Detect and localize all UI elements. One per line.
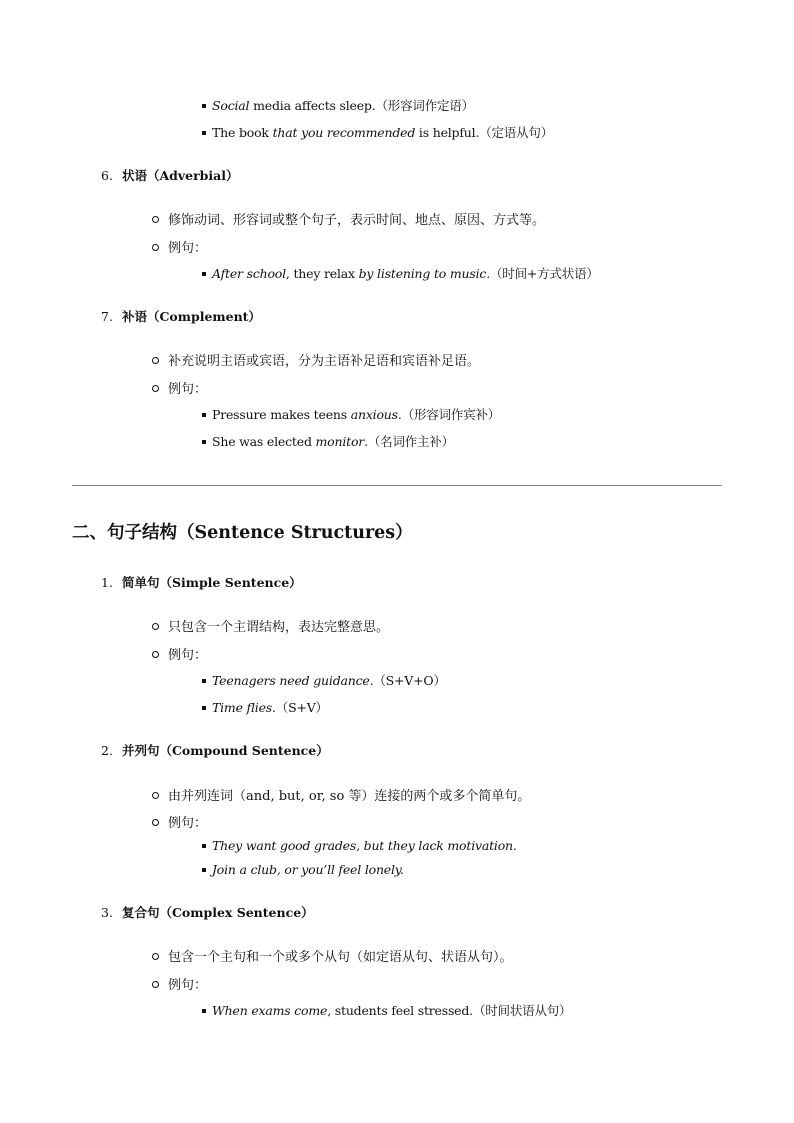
square-bullet-icon bbox=[202, 104, 206, 108]
circle-bullet-icon bbox=[152, 244, 159, 251]
adverbial-heading: 6. 状语（Adverbial） bbox=[101, 168, 239, 183]
square-bullet-icon bbox=[202, 706, 206, 710]
list-item: Social media affects sleep.（形容词作定语） bbox=[202, 96, 474, 114]
list-item: They want good grades, but they lack motivation. bbox=[202, 838, 517, 853]
square-bullet-icon bbox=[202, 844, 206, 848]
square-bullet-icon bbox=[202, 413, 206, 417]
list-item: 例句： bbox=[152, 974, 207, 993]
list-item: 修饰动词、形容词或整个句子，表示时间、地点、原因、方式等。 bbox=[152, 209, 545, 228]
list-item: 例句： bbox=[152, 378, 207, 397]
list-item: Teenagers need guidance.（S+V+O） bbox=[202, 671, 446, 689]
list-item: 补充说明主语或宾语，分为主语补足语和宾语补足语。 bbox=[152, 350, 480, 369]
complex-sentence-heading: 3. 复合句（Complex Sentence） bbox=[101, 905, 314, 920]
list-item: After school, they relax by listening to music.（时间+方式状语） bbox=[202, 264, 599, 282]
simple-sentence-heading: 1. 简单句（Simple Sentence） bbox=[101, 575, 302, 590]
circle-bullet-icon bbox=[152, 216, 159, 223]
list-item: Time flies.（S+V） bbox=[202, 698, 328, 716]
list-item: 例句： bbox=[152, 237, 207, 256]
list-item: The book that you recommended is helpful.（定语从句） bbox=[202, 123, 553, 141]
circle-bullet-icon bbox=[152, 385, 159, 392]
list-item: She was elected monitor.（名词作主补） bbox=[202, 432, 454, 450]
square-bullet-icon bbox=[202, 1009, 206, 1013]
square-bullet-icon bbox=[202, 679, 206, 683]
circle-bullet-icon bbox=[152, 623, 159, 630]
list-item: 由并列连词（and, but, or, so 等）连接的两个或多个简单句。 bbox=[152, 785, 530, 804]
circle-bullet-icon bbox=[152, 792, 159, 799]
circle-bullet-icon bbox=[152, 651, 159, 658]
list-item: 包含一个主句和一个或多个从句（如定语从句、状语从句）。 bbox=[152, 946, 513, 965]
circle-bullet-icon bbox=[152, 819, 159, 826]
list-item: 例句： bbox=[152, 644, 207, 663]
list-item: 例句： bbox=[152, 812, 207, 831]
square-bullet-icon bbox=[202, 868, 206, 872]
list-item: Pressure makes teens anxious.（形容词作宾补） bbox=[202, 405, 500, 423]
complement-heading: 7. 补语（Complement） bbox=[101, 309, 261, 324]
square-bullet-icon bbox=[202, 272, 206, 276]
list-item: When exams come, students feel stressed.（时间状语从句） bbox=[202, 1001, 571, 1019]
circle-bullet-icon bbox=[152, 981, 159, 988]
list-item: 只包含一个主谓结构，表达完整意思。 bbox=[152, 616, 389, 635]
circle-bullet-icon bbox=[152, 953, 159, 960]
square-bullet-icon bbox=[202, 440, 206, 444]
section-heading: 二、句子结构（Sentence Structures） bbox=[72, 523, 413, 543]
compound-sentence-heading: 2. 并列句（Compound Sentence） bbox=[101, 743, 329, 758]
list-item: Join a club, or you’ll feel lonely. bbox=[202, 862, 404, 877]
circle-bullet-icon bbox=[152, 357, 159, 364]
divider bbox=[72, 485, 722, 486]
square-bullet-icon bbox=[202, 131, 206, 135]
